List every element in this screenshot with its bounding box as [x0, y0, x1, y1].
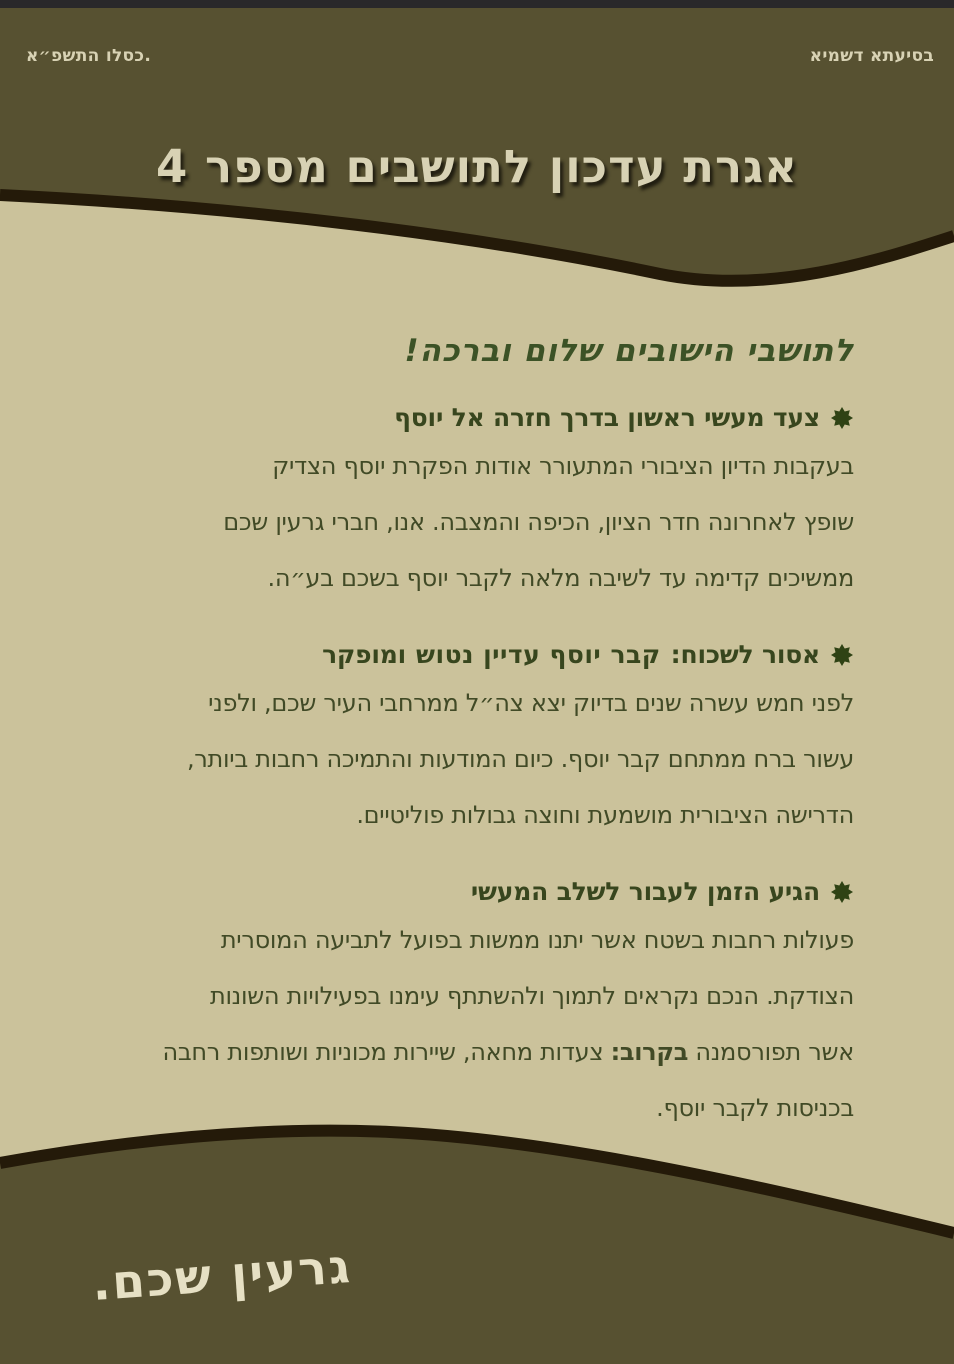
hebrew-date: כסלו התשפ״א.	[26, 46, 152, 66]
flower-bullet-icon	[830, 880, 854, 904]
section-paragraph	[90, 438, 854, 606]
section-heading-serif: קבר יוסף עדיין נטוש	[416, 640, 661, 669]
blessing-text: בסיעתא דשמיא	[809, 46, 934, 66]
paragraph-line: בכניסות לקבר יוסף.	[656, 1094, 854, 1122]
paragraph-line	[90, 1024, 854, 1080]
section-paragraph	[90, 912, 854, 1136]
paragraph-line: הצודקת. הנכם נקראים לתמוך ולהשתתף עימנו בפעילויות השונות	[209, 982, 854, 1010]
letter-body	[90, 333, 854, 1146]
flower-bullet-icon	[830, 406, 854, 430]
paragraph-line: בעקבות הדיון הציבורי המתעורר אודות הפקרת יוסף הצדיק	[272, 452, 854, 480]
line-segment: צעדות מחאה, שיירות מכוניות ושותפות רחבה	[162, 1038, 611, 1066]
page-title: אגרת עדכון לתושבים מספר 4	[156, 140, 798, 194]
line-segment-bold: בקרוב:	[610, 1038, 689, 1066]
greeting-heading: לתושבי הישובים שלום וברכה!	[404, 333, 854, 369]
section-heading	[90, 640, 854, 669]
signature-text: גרעין שכם.	[90, 1239, 354, 1312]
paragraph-line: לפני חמש עשרה שנים בדיוק יצא צה״ל ממרחבי העיר שכם, ולפני	[208, 689, 854, 717]
section-paragraph	[90, 675, 854, 843]
paragraph-line: הדרישה הציבורית מושמעת וחוצה גבולות פוליטיים.	[356, 801, 854, 829]
line-segment: אשר תפורסמנה	[688, 1038, 854, 1066]
paragraph-line: פעולות רחבות בשטח אשר יתנו ממשות בפועל לתביעה המוסרית	[220, 926, 854, 954]
section-heading	[90, 877, 854, 906]
paragraph-line: ממשיכים קדימה עד לשיבה מלאה לקבר יוסף בשכם בע״ה.	[267, 564, 854, 592]
flower-bullet-icon	[830, 643, 854, 667]
section-heading-text: צעד מעשי ראשון בדרך חזרה אל יוסף	[394, 403, 820, 432]
section-heading-suffix: ומופקר	[322, 640, 407, 669]
section-first-step	[90, 403, 854, 606]
section-dont-forget	[90, 640, 854, 843]
section-heading	[90, 403, 854, 432]
section-heading-text: הגיע הזמן לעבור לשלב המעשי	[470, 877, 820, 906]
section-heading-prefix: אסור לשכוח:	[670, 640, 820, 669]
section-practical-stage	[90, 877, 854, 1136]
paragraph-line: שופץ לאחרונה חדר הציון, הכיפה והמצבה. אנו, חברי גרעין שכם	[223, 508, 854, 536]
top-edge-bar	[0, 0, 954, 8]
paragraph-line: עשור ברח ממתחם קבר יוסף. כיום המודעות והתמיכה רחבות ביותר,	[186, 745, 854, 773]
